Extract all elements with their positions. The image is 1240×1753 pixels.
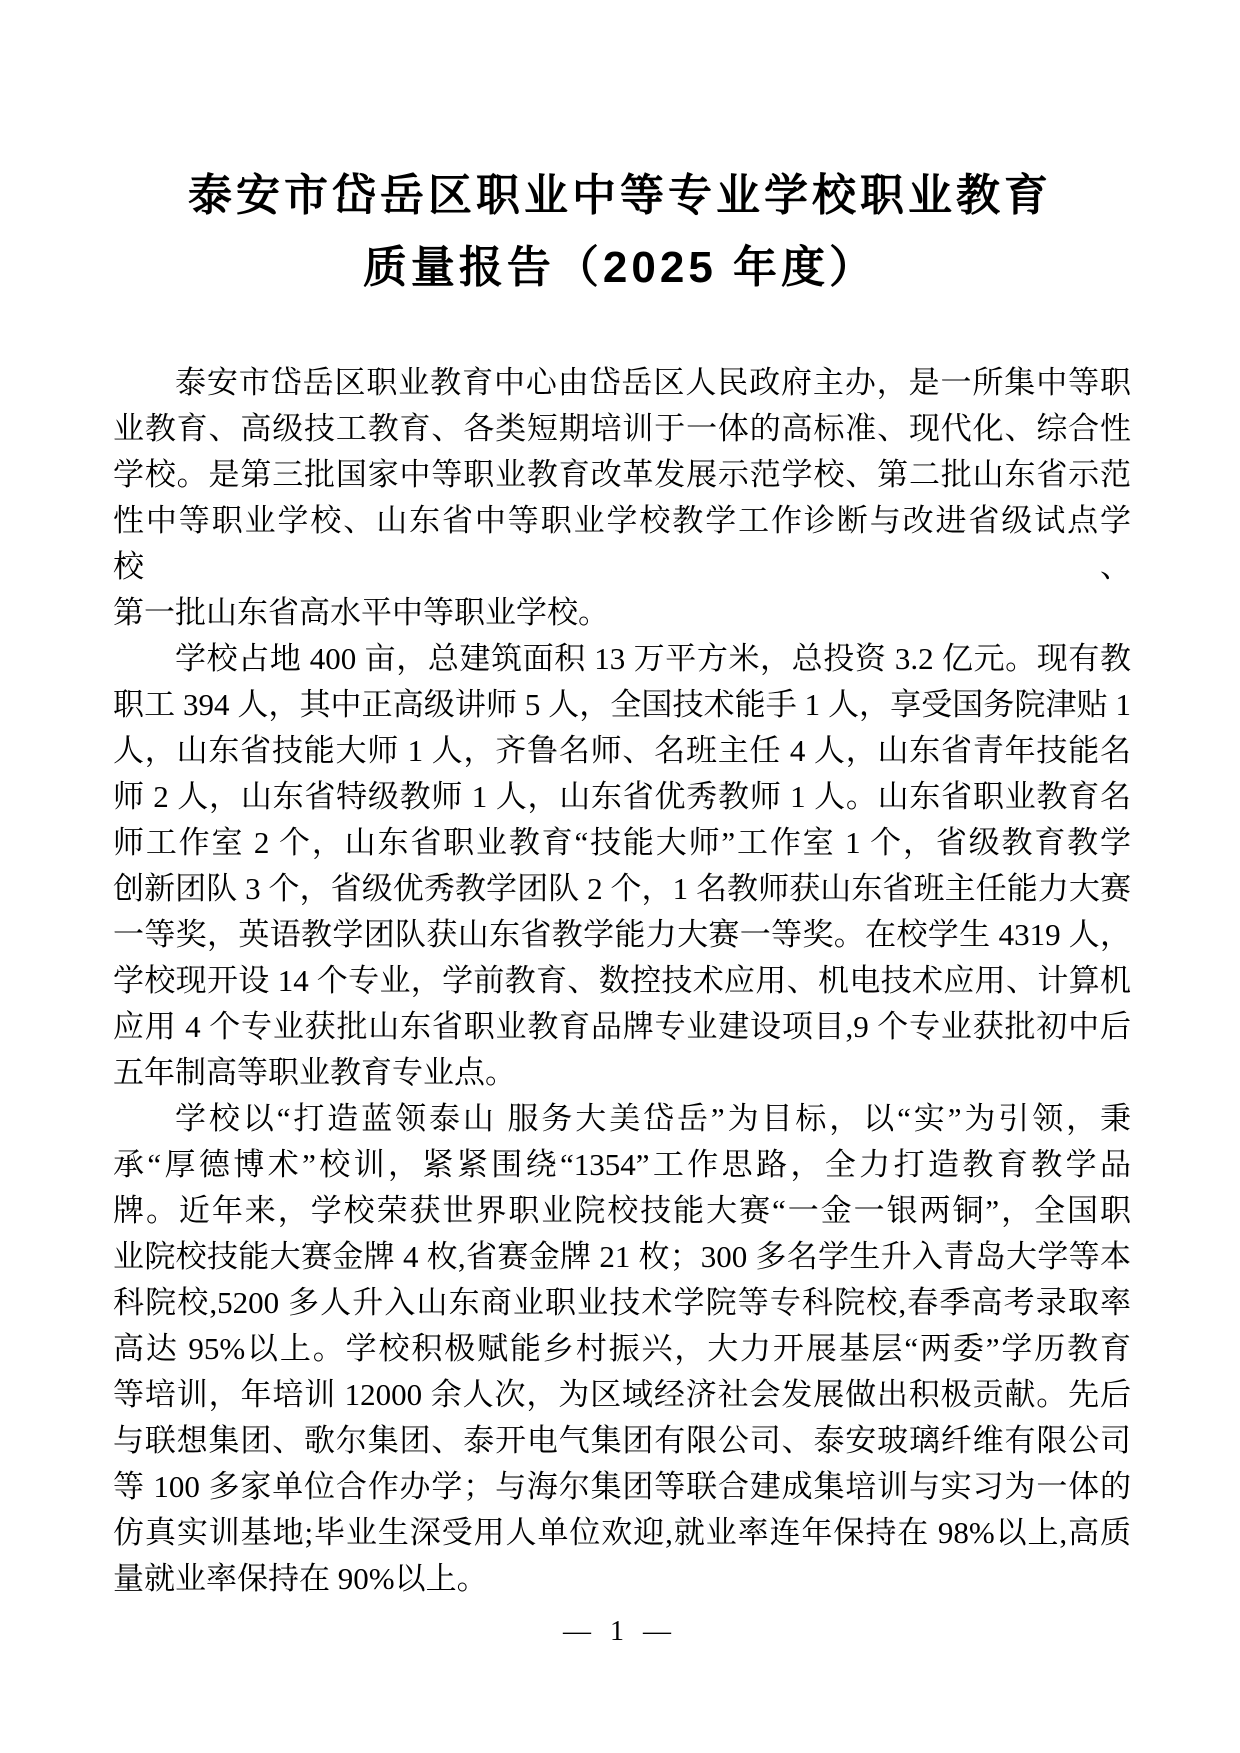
body-line: 创新团队 3 个，省级优秀教学团队 2 个，1 名教师获山东省班主任能力大赛 <box>113 871 1131 906</box>
body-line: 一等奖，英语教学团队获山东省教学能力大赛一等奖。在校学生 4319 人， <box>113 917 1131 952</box>
body-line: 师 2 人，山东省特级教师 1 人，山东省优秀教师 1 人。山东省职业教育名 <box>113 779 1131 814</box>
body-line: 科院校,5200 多人升入山东商业职业技术学院等专科院校,春季高考录取率 <box>113 1285 1131 1320</box>
document-title-line-2: 质量报告（2025 年度） <box>362 243 878 292</box>
body-line: 与联想集团、歌尔集团、泰开电气集团有限公司、泰安玻璃纤维有限公司 <box>113 1423 1131 1458</box>
body-line: 学校现开设 14 个专业，学前教育、数控技术应用、机电技术应用、计算机 <box>113 963 1131 998</box>
body-line: 量就业率保持在 90%以上。 <box>113 1561 488 1596</box>
body-line: 泰安市岱岳区职业教育中心由岱岳区人民政府主办，是一所集中等职 <box>175 365 1131 400</box>
body-line: 高达 95%以上。学校积极赋能乡村振兴，大力开展基层“两委”学历教育 <box>113 1331 1131 1366</box>
page-footer <box>0 1612 1240 1652</box>
body-line: 牌。近年来，学校荣获世界职业院校技能大赛“一金一银两铜”，全国职 <box>113 1193 1131 1228</box>
body-line: 职工 394 人，其中正高级讲师 5 人，全国技术能手 1 人，享受国务院津贴 1 <box>113 687 1131 722</box>
body-line: 第一批山东省高水平中等职业学校。 <box>113 595 609 630</box>
body-line: 学校。是第三批国家中等职业教育改革发展示范学校、第二批山东省示范 <box>113 457 1131 492</box>
body-line: 五年制高等职业教育专业点。 <box>113 1055 516 1090</box>
body-line: 应用 4 个专业获批山东省职业教育品牌专业建设项目,9 个专业获批初中后 <box>113 1009 1131 1044</box>
body-line: 学校以“打造蓝领泰山 服务大美岱岳”为目标，以“实”为引领，秉 <box>175 1101 1131 1136</box>
document-title-line-1: 泰安市岱岳区职业中等专业学校职业教育 <box>188 171 1052 220</box>
body-line: 仿真实训基地;毕业生深受用人单位欢迎,就业率连年保持在 98%以上,高质 <box>113 1515 1131 1550</box>
document-body <box>113 360 1131 1602</box>
page-number: — 1 — <box>563 1616 677 1647</box>
body-line: 学校占地 400 亩，总建筑面积 13 万平方米，总投资 3.2 亿元。现有教 <box>175 641 1131 676</box>
body-line: 人，山东省技能大师 1 人，齐鲁名师、名班主任 4 人，山东省青年技能名 <box>113 733 1131 768</box>
body-line: 性中等职业学校、山东省中等职业学校教学工作诊断与改进省级试点学校、 <box>113 503 1131 584</box>
body-line: 业院校技能大赛金牌 4 枚,省赛金牌 21 枚；300 多名学生升入青岛大学等本 <box>113 1239 1131 1274</box>
body-line: 业教育、高级技工教育、各类短期培训于一体的高标准、现代化、综合性 <box>113 411 1131 446</box>
document-title <box>0 160 1240 304</box>
body-line: 等 100 多家单位合作办学；与海尔集团等联合建成集培训与实习为一体的 <box>113 1469 1131 1504</box>
body-line: 承“厚德博术”校训，紧紧围绕“1354”工作思路，全力打造教育教学品 <box>113 1147 1131 1182</box>
body-line: 等培训，年培训 12000 余人次，为区域经济社会发展做出积极贡献。先后 <box>113 1377 1131 1412</box>
body-line: 师工作室 2 个，山东省职业教育“技能大师”工作室 1 个，省级教育教学 <box>113 825 1131 860</box>
